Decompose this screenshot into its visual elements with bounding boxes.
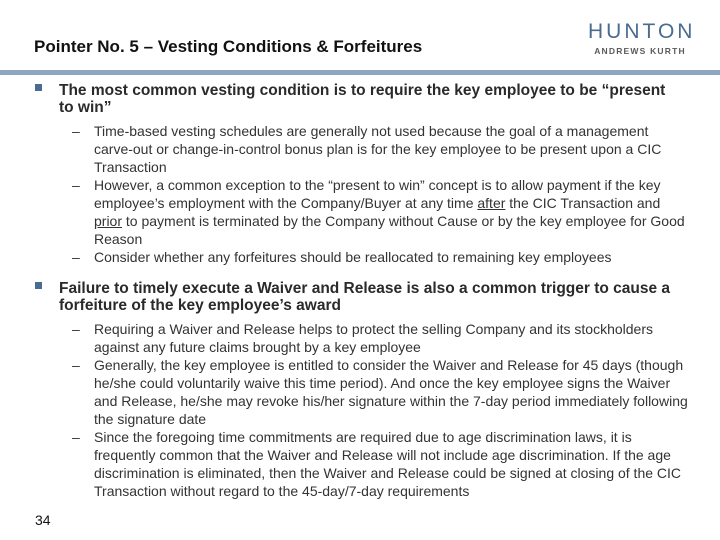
page-number: 34 <box>35 512 51 528</box>
bullet-2-text: Failure to timely execute a Waiver and Release is also a common trigger to cause a forfeiture of the key employee’s award <box>59 280 671 314</box>
bullet-1 <box>0 82 720 116</box>
dash-bullet-icon: – <box>72 249 80 265</box>
firm-logo <box>588 20 696 57</box>
square-bullet-icon <box>35 282 42 289</box>
subpoint-text: However, a common exception to the “present to win” concept is to allow payment if the key employee’s employment with the Company/Buyer at any time <box>94 177 661 211</box>
bullet-2 <box>0 280 720 314</box>
dash-bullet-icon: – <box>72 321 80 337</box>
dash-bullet-icon: – <box>72 357 80 373</box>
dash-bullet-icon: – <box>72 177 80 193</box>
dash-bullet-icon: – <box>72 123 80 139</box>
underlined-word-after: after <box>477 195 506 211</box>
slide-body <box>0 82 720 500</box>
subpoint <box>0 356 720 428</box>
subpoint <box>0 248 720 266</box>
bullet-1-subpoints <box>0 122 720 266</box>
subpoint <box>0 176 720 248</box>
subpoint-text: to payment is terminated by the Company without Cause or by the key employee for Good Reason <box>94 213 685 247</box>
subpoint-text: Requiring a Waiver and Release helps to protect the selling Company and its stockholders against any future claims brought by a key employee <box>94 321 654 355</box>
dash-bullet-icon: – <box>72 429 80 445</box>
subpoint-text: Since the foregoing time commitments are required due to age discrimination laws, it is frequently common that the Waiver and Release will not include age discrimination. If the age discrimination is eliminated, then the Waiver and Release could be signed at closing of the CIC Transaction without regard to the 45-day/7-day requirements <box>94 429 682 499</box>
title-divider <box>0 70 720 75</box>
square-bullet-icon <box>35 84 42 91</box>
subpoint <box>0 122 720 176</box>
subpoint <box>0 428 720 500</box>
subpoint-text: the CIC Transaction and <box>505 195 661 211</box>
subpoint <box>0 320 720 356</box>
subpoint-text: Time-based vesting schedules are generally not used because the goal of a management carve-out or change-in-control bonus plan is for the key employee to be present upon a CIC Transaction <box>94 123 662 175</box>
bullet-2-subpoints <box>0 320 720 500</box>
bullet-1-text: The most common vesting condition is to require the key employee to be “present to win” <box>59 82 666 116</box>
subpoint-text: Generally, the key employee is entitled to consider the Waiver and Release for 45 days (though he/she could voluntarily waive this time period). And once the key employee signs the Waiver and Release, he/she may revoke his/her signature within the 7-day period immediately following the signature date <box>94 357 688 427</box>
logo-wordmark: HUNTON <box>588 20 696 43</box>
logo-subtitle: ANDREWS KURTH <box>594 46 686 56</box>
underlined-word-prior: prior <box>94 213 123 229</box>
slide-title: Pointer No. 5 – Vesting Conditions & Forfeitures <box>34 37 423 56</box>
subpoint-text: Consider whether any forfeitures should be reallocated to remaining key employees <box>94 249 612 265</box>
